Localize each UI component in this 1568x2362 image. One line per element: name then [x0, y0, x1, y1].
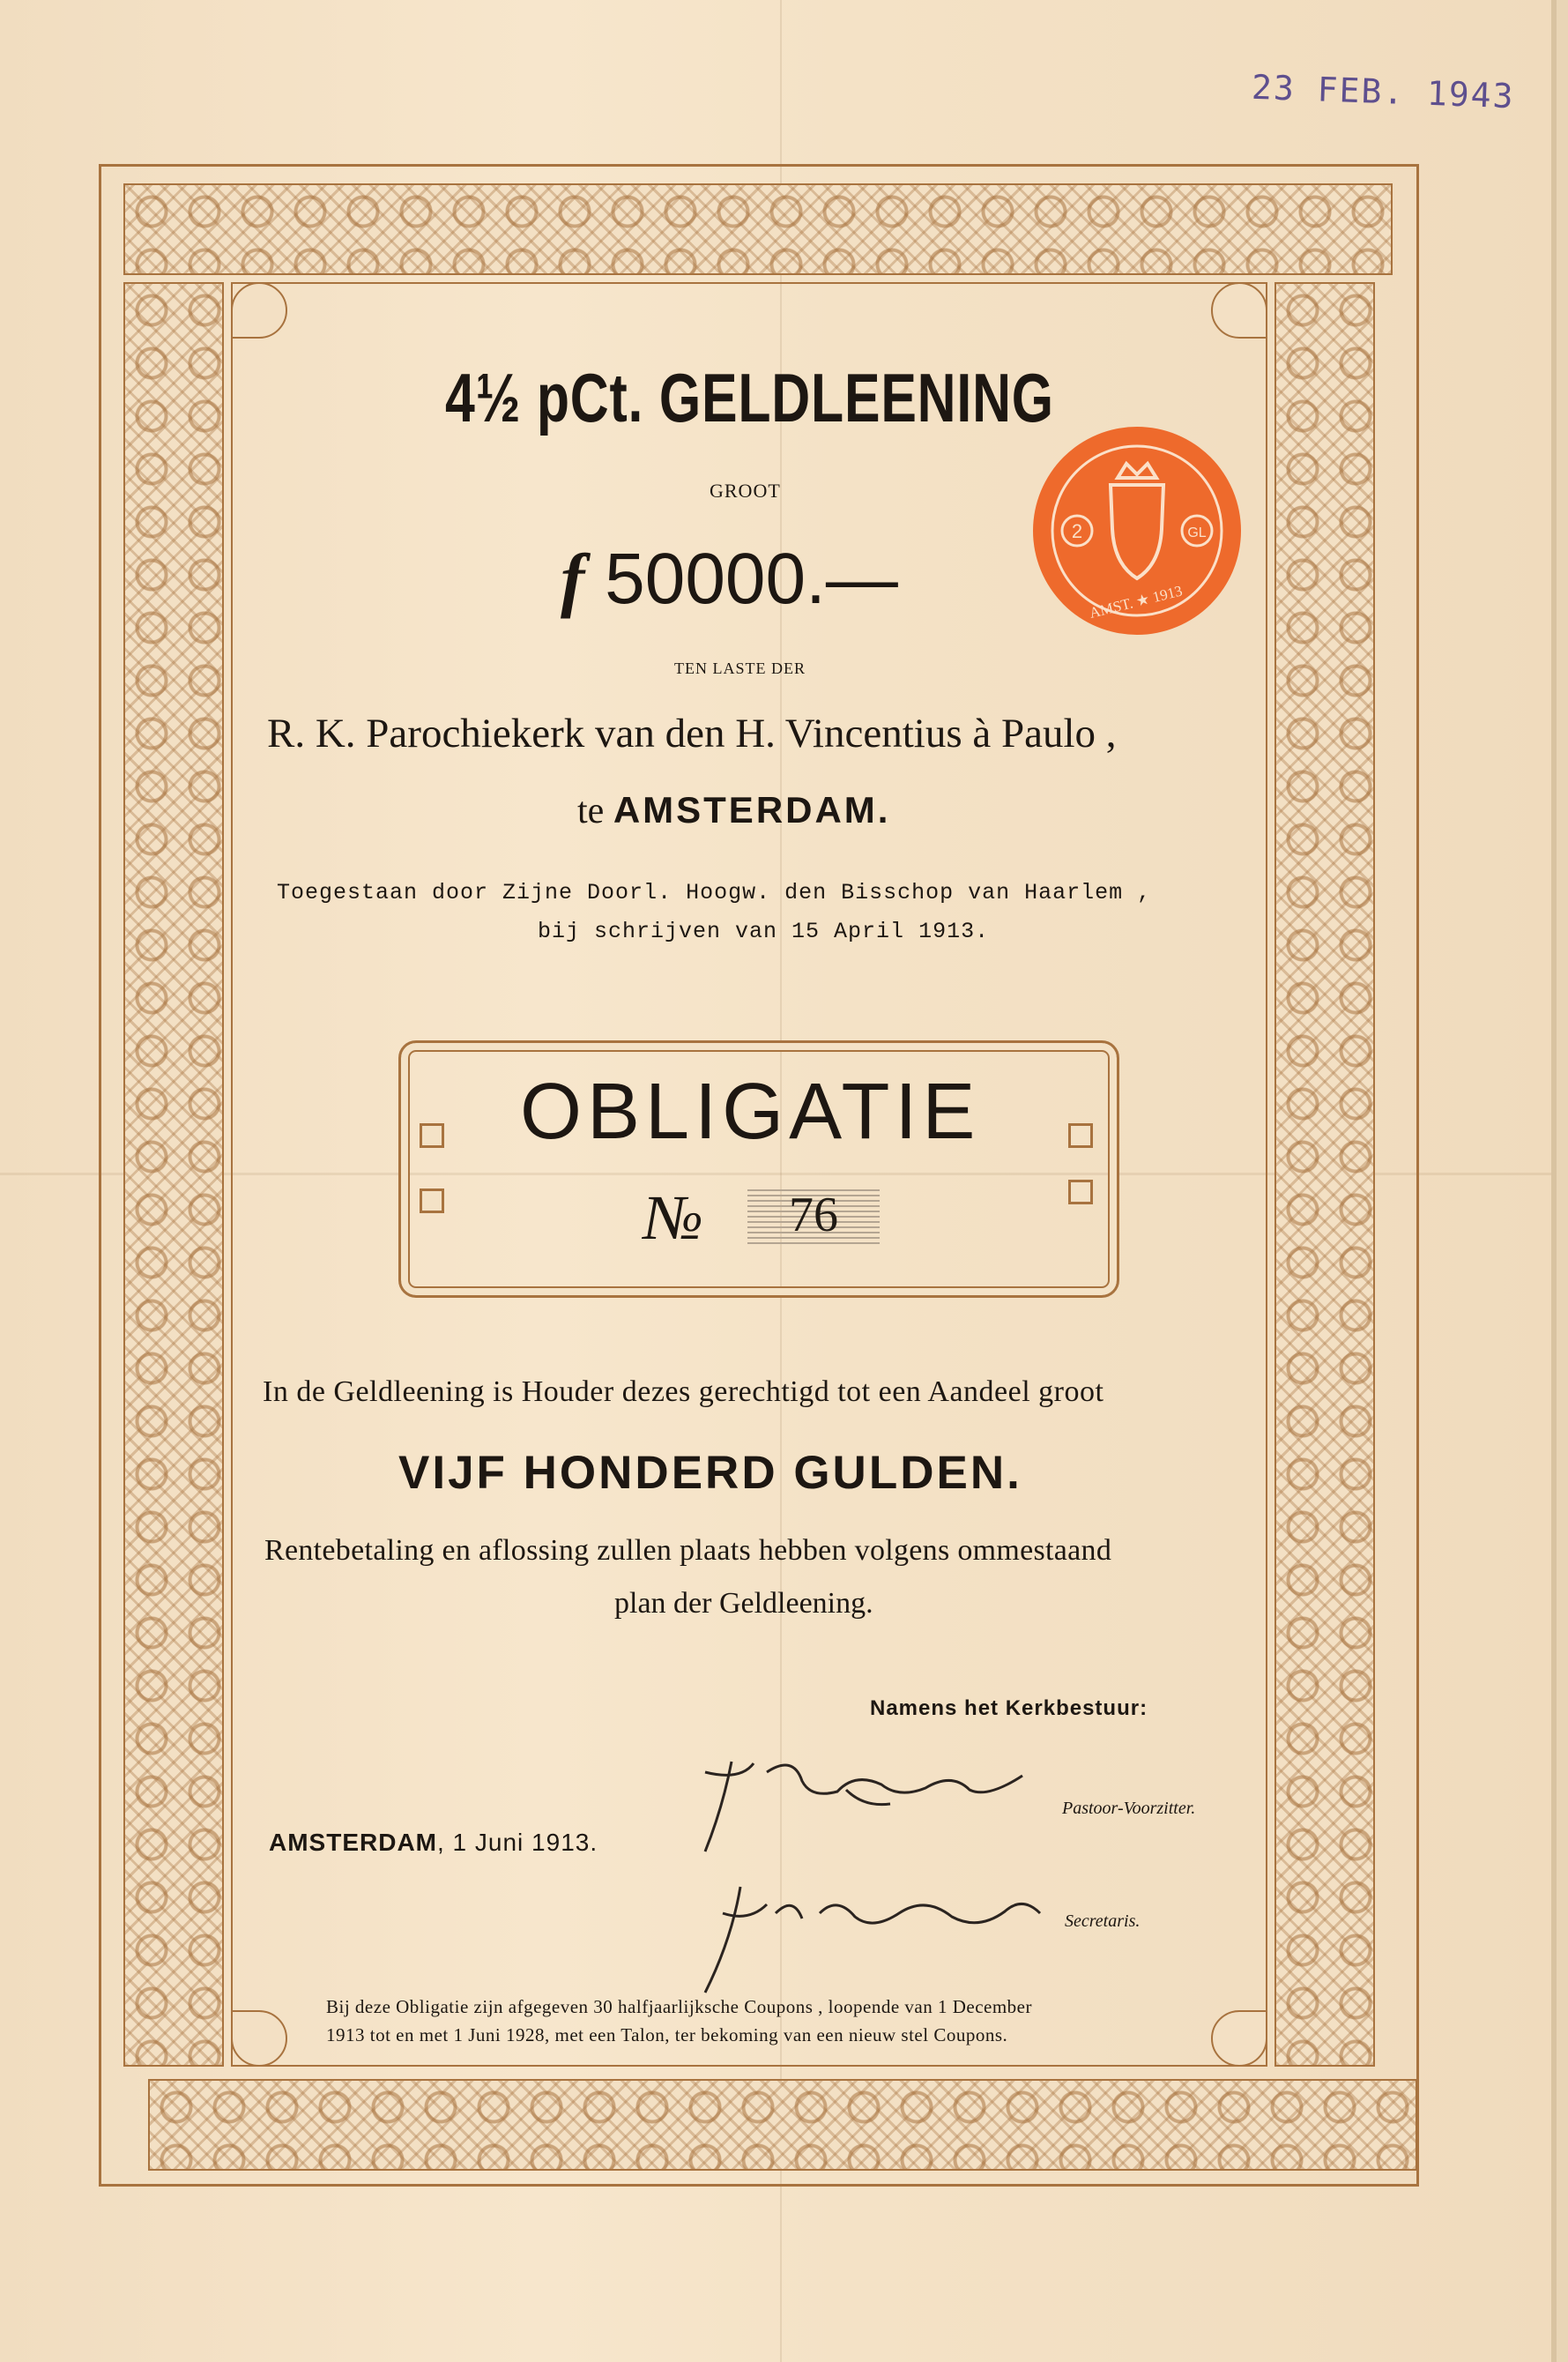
payment-text-line-1: Rentebetaling en aflossing zullen plaats hebben volgens ommestaand: [264, 1534, 1112, 1567]
corner-ornament-top-right: [1211, 282, 1267, 339]
amount-in-words: VIJF HONDERD GULDEN.: [398, 1447, 1022, 1499]
payment-text-line-2: plan der Geldleening.: [614, 1587, 873, 1620]
number-sign: №: [643, 1182, 703, 1253]
cartouche-square: [1068, 1123, 1093, 1148]
loan-title: 4½ pCt. GELDLEENING: [445, 359, 1054, 436]
ornament-band-bottom: [148, 2079, 1417, 2171]
role-pastor: Pastoor-Voorzitter.: [1062, 1799, 1196, 1818]
cartouche-square: [420, 1188, 444, 1213]
coupon-note-line-1: Bij deze Obligatie zijn afgegeven 30 halfjaarlijksche Coupons , loopende van 1 December: [326, 1996, 1032, 2017]
corner-ornament-top-left: [231, 282, 287, 339]
loan-amount-value: 50000.—: [605, 539, 898, 619]
received-date-stamp: 23 FEB. 1943: [1251, 67, 1516, 116]
issue-date: , 1 Juni 1913.: [437, 1829, 598, 1856]
city-line: [577, 789, 890, 832]
ornament-band-right: [1274, 282, 1375, 2067]
on-behalf-label: Namens het Kerkbestuur:: [870, 1696, 1148, 1720]
city-prefix: te: [577, 791, 605, 831]
obligation-heading: OBLIGATIE: [520, 1068, 981, 1156]
seal-caption: AMST. ★ 1913: [1087, 582, 1185, 622]
corner-ornament-bottom-left: [231, 2010, 287, 2067]
corner-ornament-bottom-right: [1211, 2010, 1267, 2067]
loan-amount: [561, 538, 898, 621]
ornament-band-left: [123, 282, 224, 2067]
issue-place: AMSTERDAM: [269, 1829, 437, 1856]
cartouche-square: [1068, 1180, 1093, 1204]
tax-seal-stamp: [1029, 423, 1245, 638]
city-name: AMSTERDAM.: [613, 789, 891, 831]
coupon-note-line-2: 1913 tot en met 1 Juni 1928, met een Talon, ter bekoming van een nieuw stel Coupons.: [326, 2024, 1008, 2045]
signature-pastor: [670, 1746, 1058, 1860]
seal-value-right: GL: [1187, 525, 1207, 540]
church-name: R. K. Parochiekerk van den H. Vincentius à Paulo ,: [267, 711, 1117, 756]
approval-line-2: bij schrijven van 15 April 1913.: [538, 919, 990, 944]
entitlement-text: In de Geldleening is Houder dezes gerechtigd tot een Aandeel groot: [263, 1375, 1104, 1408]
obligation-number: 76: [747, 1186, 880, 1244]
seal-value-left: 2: [1071, 520, 1083, 542]
florin-symbol: f: [561, 539, 585, 619]
signature-secretary: [687, 1878, 1066, 2001]
ornament-band-top: [123, 183, 1393, 275]
groot-label: GROOT: [710, 480, 781, 502]
approval-line-1: Toegestaan door Zijne Doorl. Hoogw. den Bisschop van Haarlem ,: [277, 880, 1152, 905]
role-secretary: Secretaris.: [1065, 1911, 1141, 1931]
ten-laste-label: TEN LASTE DER: [674, 659, 806, 677]
place-and-date: [269, 1829, 598, 1857]
cartouche-square: [420, 1123, 444, 1148]
